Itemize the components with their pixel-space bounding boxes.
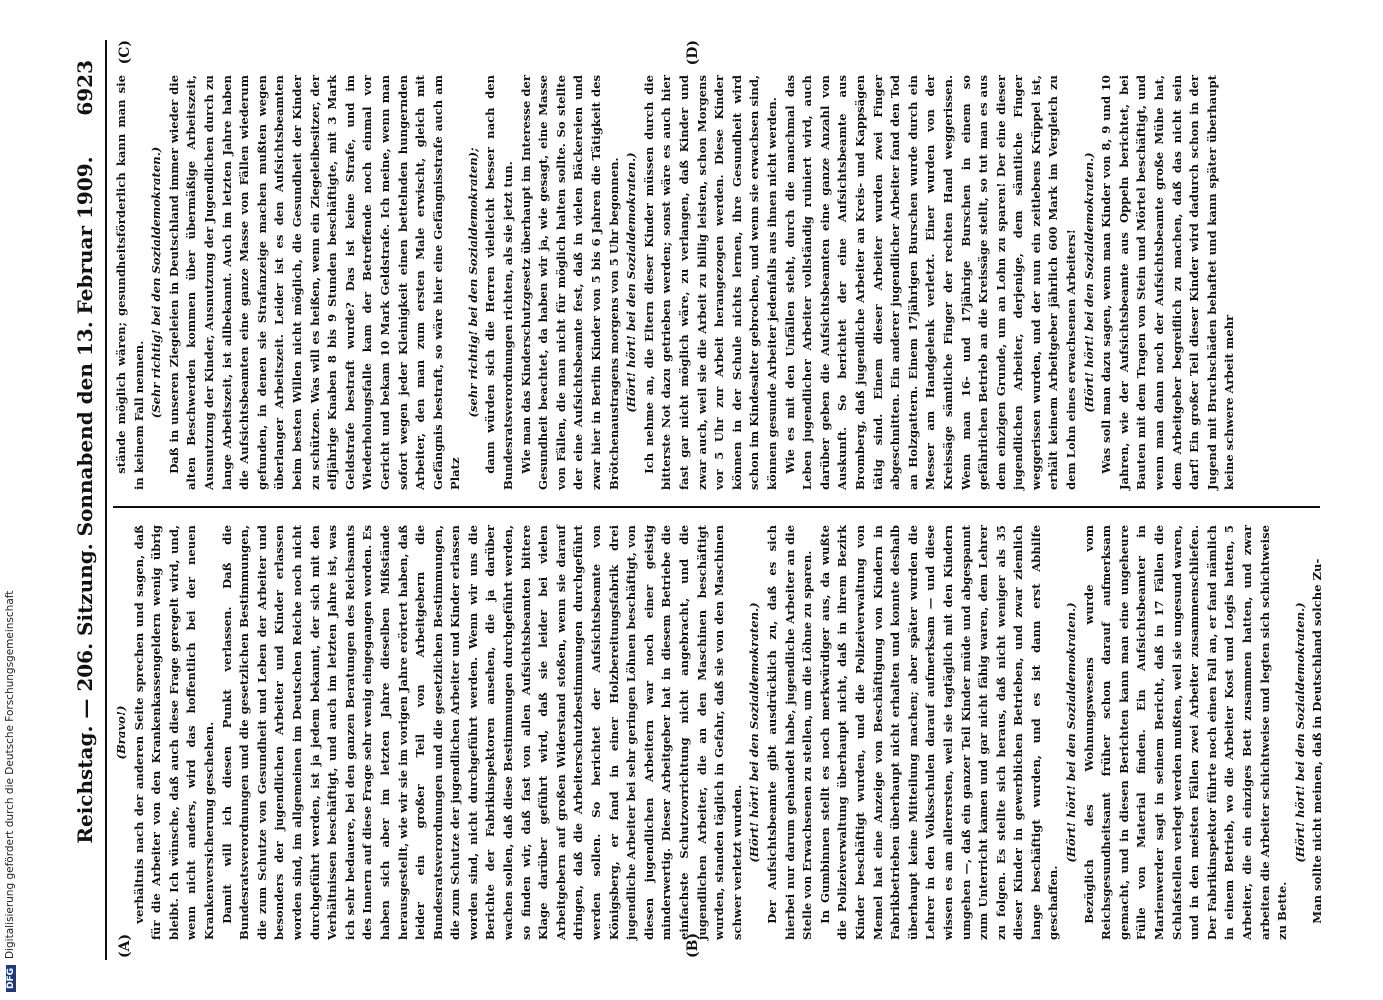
footer-text-block (4, 591, 16, 992)
margin-marker-d: (D) (685, 40, 701, 66)
paragraph: stände möglich wären; gesundheitsförderlich kann man sie in keinem Fall nennen. (114, 75, 146, 490)
paragraph: Damit will ich diesen Punkt verlassen. Daß die Bundesratsverordnungen und die gesetzlichen Bestimmungen, die zum Schutze von Gesundheit und Leben der Arbeiter und besonders der jugendlichen Arbeiter und Kinder erlassen worden sind, im allgemeinen im Deutschen Reiche noch nicht durchgeführt werden, ist ja jedem bekannt, der sich mit den Verhältnissen beschäftigt, und auch im letzten Jahre ist, was ich sehr bedauere, bei den ganzen Beratungen des Reichsamts des Innern auf diese Frage sehr wenig eingegangen worden. Es haben sich aber im letzten Jahre dieselben Mißstände herausgestellt, wie wir sie im vorigen Jahre erörtert haben, daß leider ein großer Teil von Arbeitgebern die Bundesratsverordnungen und die gesetzlichen Bestimmungen, die zum Schutze der jugendlichen Arbeiter und Kinder erlassen worden sind, nicht durchgeführt werden. Wenn wir uns die Berichte der Fabrikinspektoren ansehen, die ja darüber wachen sollen, daß diese Bestimmungen durchgeführt werden, so finden wir, daß fast von allen Aufsichtsbeamten bittere Klage darüber geführt wird, daß sie leider bei vielen Arbeitgebern auf großen Widerstand stoßen, wenn sie darauf dringen, daß die Arbeiterschutzbestimmungen durchgeführt werden sollen. So berichtet der Aufsichtsbeamte von Königsberg, er fand in einer Holzbereitungsfabrik drei jugendliche Arbeiter bei sehr geringen Löhnen beschäftigt, von diesen jugendlichen Arbeitern war noch einer geistig minderwertig. Dieser Arbeitgeber hat in diesem Betriebe die einfachste Schutzvorrichtung nicht angebracht, und die jugendlichen Arbeiter, die an den Maschinen beschäftigt wurden, standen täglich in Gefahr, daß sie von den Maschinen schwer verletzt wurden. (219, 525, 744, 940)
margin-marker-c: (C) (117, 40, 133, 65)
interjection: (Hört! hört! bei den Sozialdemokraten.) (1292, 602, 1307, 863)
page-number: 6923 (73, 60, 97, 116)
margin-marker-b: (B) (685, 932, 701, 958)
footer-credit: Digitalisierung gefördert durch die Deutsche Forschungsgemeinschaft (4, 590, 16, 959)
interjection: (Hört! hört! bei den Sozialdemokraten.) (1081, 152, 1096, 413)
page-header (65, 40, 107, 960)
paragraph: Was soll man dazu sagen, wenn man Kinder von 8, 9 und 10 Jahren, wie der Aufsichtsbeamte aus Oppeln berichtet, bei Bauten mit dem Tragen von Stein und Mörtel beschäftigt, und wenn man dann noch der Aufsichtsbeamte große Mühe hat, dem Arbeitgeber begreiflich zu machen, daß das nicht sein darf! Ein großer Teil dieser Kinder wird dadurch schon in der Jugend mit Bruchschäden behaftet und kann später überhaupt keine schwere Arbeit mehr (1099, 75, 1237, 490)
interjection: (Sehr richtig! bei den Sozialdemokraten.) (149, 146, 164, 419)
paragraph: dann würden sich die Herren vielleicht besser nach den Bundesratsverordnungen richten, als sie jetzt tun. (483, 75, 516, 490)
paragraph: Bezüglich des Wohnungswesens wurde vom Reichsgesundheitsamt früher schon darauf aufmerksam gemacht, und in diesen Berichten kann man eine ungeheure Fülle von Material finden. Ein Aufsichtsbeamter in Marienwerder sagt in seinem Bericht, daß in 17 Fällen die Schlafstellen verlegt werden mußten, weil sie ungesund waren, und in den meisten Fällen zwei Arbeiter zusammenschliefen. Der Fabrikinspektor führte noch einen Fall an, er fand nämlich in einem Betrieb, wo die Arbeiter Kost und Logis hatten, 5 Arbeiter, die ein einziges Bett zusammen hatten, und zwar arbeiten die Arbeiter schichtweise und legten sich schichtweise zu Bette. (1081, 525, 1290, 940)
running-title: Reichstag. — 206. Sitzung. Sonnabend den 13. Februar 1909. (73, 156, 97, 844)
interjection: (Bravo!) (114, 705, 128, 760)
interjection: (Hört! hört! bei den Sozialdemokraten.) (747, 602, 762, 863)
rotated-document-page (65, 40, 1330, 960)
digitization-footer (0, 0, 22, 1000)
paragraph: Man sollte nicht meinen, daß in Deutschland solche Zu- (1310, 558, 1325, 924)
margin-marker-a: (A) (117, 933, 133, 958)
column-divider (113, 506, 1320, 508)
right-text-column (113, 75, 1322, 490)
paragraph: Der Aufsichtsbeamte gibt ausdrücklich zu, daß es sich hierbei nur darum gehandelt habe, jugendliche Arbeiter an die Stelle von Erwachsenen zu stellen, um die Löhne zu sparen. (764, 525, 815, 940)
paragraph: In Gumbinnen stellt es noch merkwürdiger aus, da wußte die Polizeiverwaltung überhaupt nicht, daß in ihrem Bezirk Kinder beschäftigt wurden, und die Polizeiverwaltung von Memel hat eine Anzeige von Beschäftigung von Kindern in Fabrikbetrieben überhaupt nicht erhalten und konnte deshalb überhaupt keine Mitteilung machen; aber später wurden die Lehrer in den Volksschulen darauf aufmerksam — und diese wissen es am allerersten, weil sie tagtäglich mit den Kindern umgehen —, daß ein ganzer Teil Kinder müde und abgespannt zum Unterricht kamen und gar nicht fähig waren, dem Lehrer zu folgen. Es stellte sich heraus, daß nicht weniger als 35 dieser Kinder in gewerblichen Betrieben, und zwar ziemlich lange beschäftigt wurden, und es ist dann erst Abhilfe geschaffen. (817, 525, 1061, 940)
paragraph: Daß in unseren Ziegeleien in Deutschland immer wieder die alten Beschwerden kommen über übermäßige Arbeitszeit, Ausnutzung der Kinder, Ausnutzung der Jugendlichen durch zu lange Arbeitszeit, ist allbekannt. Auch im letzten Jahre haben die Aufsichtsbeamten eine ganze Masse von Fällen wiederum gefunden, in denen sie Strafanzeige machen mußten wegen überlanger Arbeitszeit. Leider ist es den Aufsichtsbeamten beim besten Willen nicht möglich, die Gesundheit der Kinder zu schützen. Was will es heißen, wenn ein Ziegeleibesitzer, der elfjährige Knaben 8 bis 9 Stunden beschäftigte, mit 3 Mark Geldstrafe bestraft wurde? Das ist keine Strafe, und im Wiederholungsfalle kam der Betreffende noch einmal vor Gericht und bekam 10 Mark Geldstrafe. Ich meine, wenn man sofort wegen jeder Kleinigkeit einen bettelnden hungernden Arbeiter, den man zum ersten Male erwischt, gleich mit Gefängnis bestraft, so wäre hier eine Gefängnisstrafe auch am Platz (166, 75, 463, 490)
paragraph: Ich nehme an, die Eltern dieser Kinder müssen durch die bitterste Not dazu getrieben werden; sonst wäre es auch hier fast gar nicht möglich wäre, zu verlangen, daß Kinder und zwar auch, weil sie die Arbeit zu billig leisten, schon Morgens vor 5 Uhr zur Arbeit herangezogen werden. Diese Kinder können in der Schule nichts lernen, ihre Gesundheit wird schon im Kindesalter gebrochen, und wenn sie erwachsen sind, können gesunde Arbeiter jedenfalls aus ihnen nicht werden. (641, 75, 779, 490)
dfg-logo: DFG (6, 965, 16, 992)
paragraph: verhältnis nach der anderen Seite sprechen und sagen, daß für die Arbeiter von den Krankenkassengeldern wenig übrig bleibt. Ich wünsche, daß auch diese Frage geregelt wird, und, wenn nicht anders, wird das hoffentlich bei der neuen Krankenversicherung geschehen. (131, 525, 216, 940)
interjection: (sehr richtig! bei den Sozialdemokraten); (465, 147, 480, 418)
paragraph: Wie es mit den Unfällen steht, durch die manchmal das Leben jugendlicher Arbeiter vollständig ruiniert wird, auch darüber geben die Aufsichtsbeamten eine ganze Anzahl von Auskunft. So berichtet der eine Aufsichtsbeamte aus Bromberg, daß jugendliche Arbeiter an Kreis- und Kappsägen tätig sind. Einem dieser Arbeiter wurden zwei Finger abgeschnitten. Ein anderer jugendlicher Arbeiter fand den Tod an Holzgattern. Einem 17jährigen Burschen wurde durch ein Messer am Handgelenk verletzt. Einer wurden von der Kreissäge sämtliche Finger der rechten Hand weggerissen. Wenn man 16- und 17jährige Burschen in einem so gefährlichen Betrieb an die Kreissäge stellt, so tut man es aus dem einzigen Grunde, um an Lohn zu sparen! Der eine dieser jugendlichen Arbeiter, derjenige, dem sämtliche Finger weggerissen wurden, und der nun ein zeitlebens Krüppel ist, erhält keinem Arbeitgeber jährlich 600 Mark im Vergleich zu dem Lohn eines erwachsenen Arbeiters! (782, 75, 1079, 490)
left-text-column (113, 525, 1325, 940)
paragraph: Wie man das Kinderschutzgesetz überhaupt im Interesse der Gesundheit beachtet, da haben wir ja, wie gesagt, eine Masse von Fällen, die man nicht für möglich halten sollte. So stellte der eine Aufsichtsbeamte fest, daß in vielen Bäckereien und zwar hier in Berlin Kinder von 5 bis 6 Jahren die Tätigkeit des Brötchenaustragens morgens von 5 Uhr begonnen. (518, 75, 621, 490)
interjection: (Hört! hört! bei den Sozialdemokraten.) (624, 152, 639, 413)
interjection: (Hört! hört! bei den Sozialdemokraten.) (1064, 602, 1079, 863)
